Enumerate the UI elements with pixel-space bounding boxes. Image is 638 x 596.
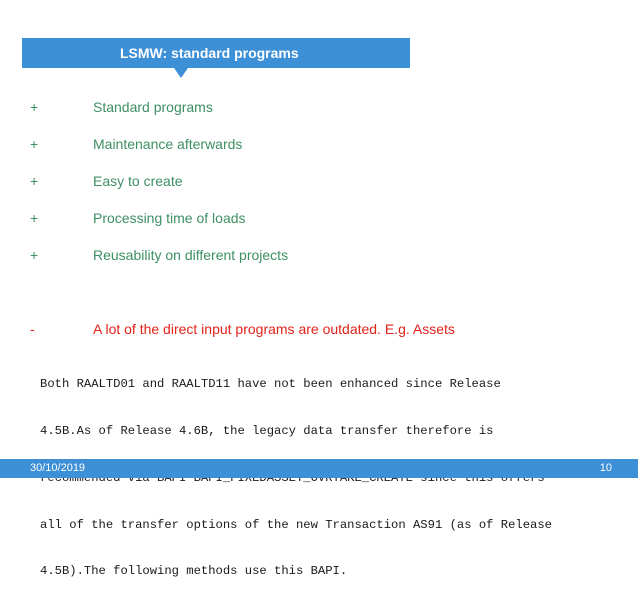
footer-date: 30/10/2019 (30, 462, 86, 474)
plus-icon: + (30, 136, 39, 152)
advantage-text: Reusability on different projects (93, 247, 289, 263)
slide-footer (0, 459, 638, 478)
plus-icon: + (30, 173, 39, 189)
banner-pointer-icon (174, 68, 188, 78)
slide-title-banner (22, 38, 410, 68)
minus-icon: - (30, 321, 35, 337)
slide-title: LSMW: standard programs (120, 45, 299, 61)
advantage-text: Processing time of loads (93, 210, 246, 226)
disadvantage-text: A lot of the direct input programs are outdated. E.g. Assets (93, 321, 455, 337)
advantage-text: Maintenance afterwards (93, 136, 243, 152)
page-number: 10 (599, 462, 612, 474)
note-line: 4.5B).The following methods use this BAPI. (40, 564, 348, 579)
advantage-text: Easy to create (93, 173, 183, 189)
plus-icon: + (30, 210, 39, 226)
note-line: Both RAALTD01 and RAALTD11 have not been enhanced since Release (40, 377, 501, 392)
plus-icon: + (30, 247, 39, 263)
advantage-text: Standard programs (93, 99, 213, 115)
note-line: 4.5B.As of Release 4.6B, the legacy data transfer therefore is (40, 423, 494, 438)
note-line: all of the transfer options of the new Transaction AS91 (as of Release (40, 517, 552, 532)
plus-icon: + (30, 99, 39, 115)
